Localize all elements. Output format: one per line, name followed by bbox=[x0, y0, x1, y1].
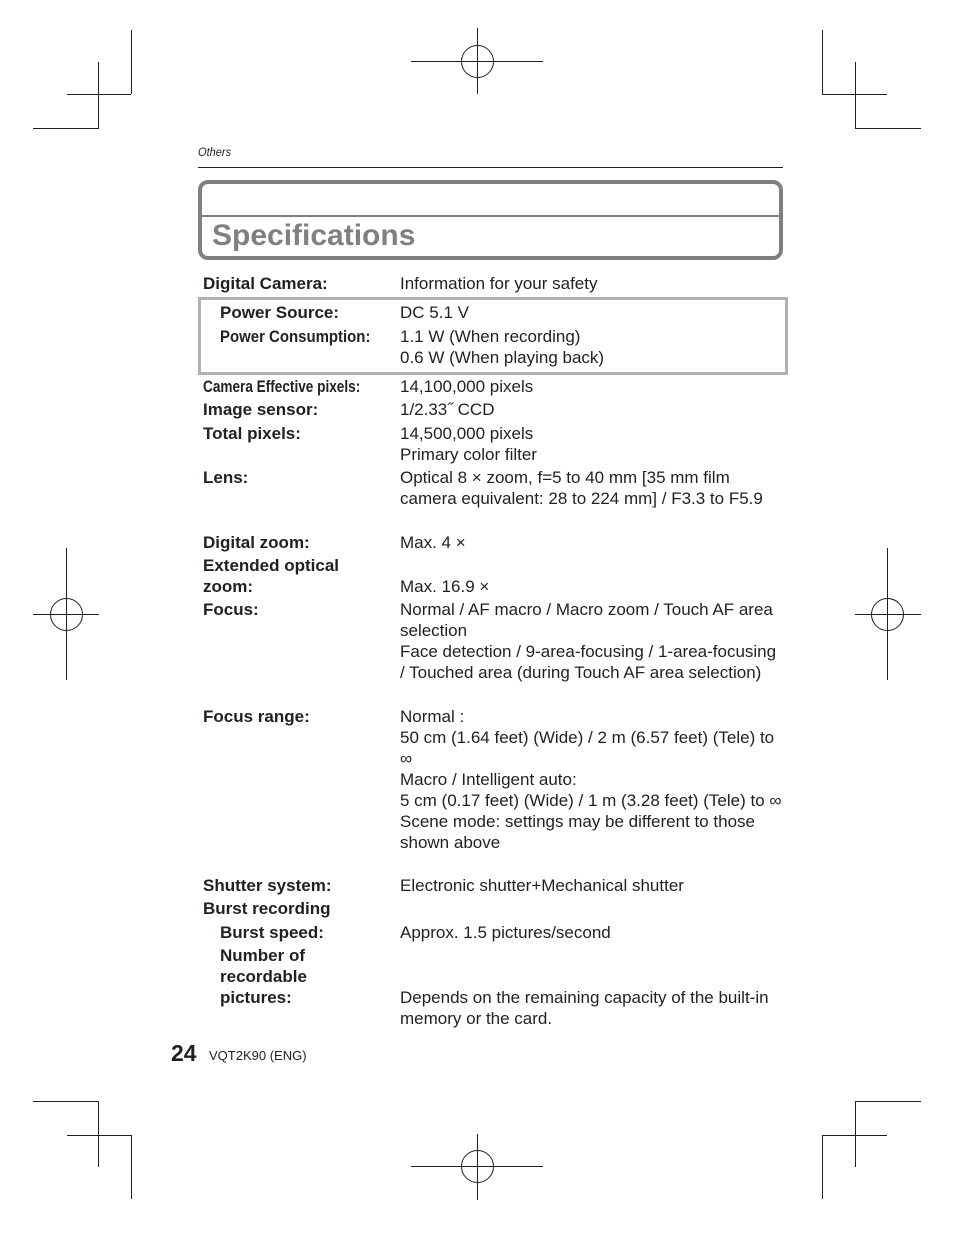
title-divider bbox=[202, 215, 779, 217]
spec-label-power-source: Power Source: bbox=[220, 303, 340, 322]
spec-value-power-consumption: 1.1 W (When recording) 0.6 W (When playing back) bbox=[400, 327, 605, 367]
spec-label-image-sensor: Image sensor: bbox=[203, 400, 319, 419]
spec-value-shutter-system: Electronic shutter+Mechanical shutter bbox=[400, 876, 684, 895]
spec-label-burst-recording: Burst recording bbox=[203, 899, 331, 918]
spec-label-extended-zoom: Extended optical zoom: bbox=[203, 556, 340, 596]
spec-value-recordable-pictures: Depends on the remaining capacity of the built-in memory or the card. bbox=[400, 988, 769, 1028]
page-number: 24 bbox=[171, 1040, 197, 1066]
spec-value-lens: Optical 8 × zoom, f=5 to 40 mm [35 mm film camera equivalent: 28 to 224 mm] / F3.3 to F5.9 bbox=[400, 468, 763, 508]
spec-label-effective-pixels: Camera Effective pixels: bbox=[203, 377, 361, 396]
header-rule bbox=[198, 167, 783, 168]
spec-label-digital-camera: Digital Camera: bbox=[203, 274, 328, 293]
spec-value-total-pixels: 14,500,000 pixels Primary color filter bbox=[400, 424, 537, 464]
spec-value-extended-zoom: Max. 16.9 × bbox=[400, 577, 490, 596]
spec-label-recordable-pictures: Number of recordable pictures: bbox=[220, 946, 307, 1007]
spec-label-burst-speed: Burst speed: bbox=[220, 923, 324, 942]
spec-label-total-pixels: Total pixels: bbox=[203, 424, 301, 443]
spec-value-focus: Normal / AF macro / Macro zoom / Touch AF area selection Face detection / 9-area-focusing / 1-area-focusing / Touched area (during Touch AF area selection) bbox=[400, 600, 777, 682]
document-code: VQT2K90 (ENG) bbox=[209, 1048, 307, 1063]
spec-label-power-consumption: Power Consumption: bbox=[220, 327, 371, 346]
section-label: Others bbox=[198, 145, 232, 159]
spec-value-burst-speed: Approx. 1.5 pictures/second bbox=[400, 923, 611, 942]
title-box bbox=[198, 180, 783, 260]
spec-value-image-sensor: 1/2.33˝ CCD bbox=[400, 400, 495, 419]
spec-value-power-source: DC 5.1 V bbox=[400, 303, 469, 322]
spec-label-shutter-system: Shutter system: bbox=[203, 876, 332, 895]
spec-label-digital-zoom: Digital zoom: bbox=[203, 533, 310, 552]
page-title: Specifications bbox=[212, 219, 416, 252]
spec-value-digital-zoom: Max. 4 × bbox=[400, 533, 466, 552]
spec-label-focus: Focus: bbox=[203, 600, 259, 619]
spec-value-digital-camera: Information for your safety bbox=[400, 274, 598, 293]
spec-value-focus-range: Normal : 50 cm (1.64 feet) (Wide) / 2 m (6.57 feet) (Tele) to ∞ Macro / Intelligent auto: 5 cm (0.17 feet) (Wide) / 1 m (3.28 feet) (Tele) to ∞ Scene mode: settings may be different to those shown above bbox=[400, 707, 782, 852]
spec-value-effective-pixels: 14,100,000 pixels bbox=[400, 377, 534, 396]
spec-label-focus-range: Focus range: bbox=[203, 707, 310, 726]
spec-label-lens: Lens: bbox=[203, 468, 249, 487]
